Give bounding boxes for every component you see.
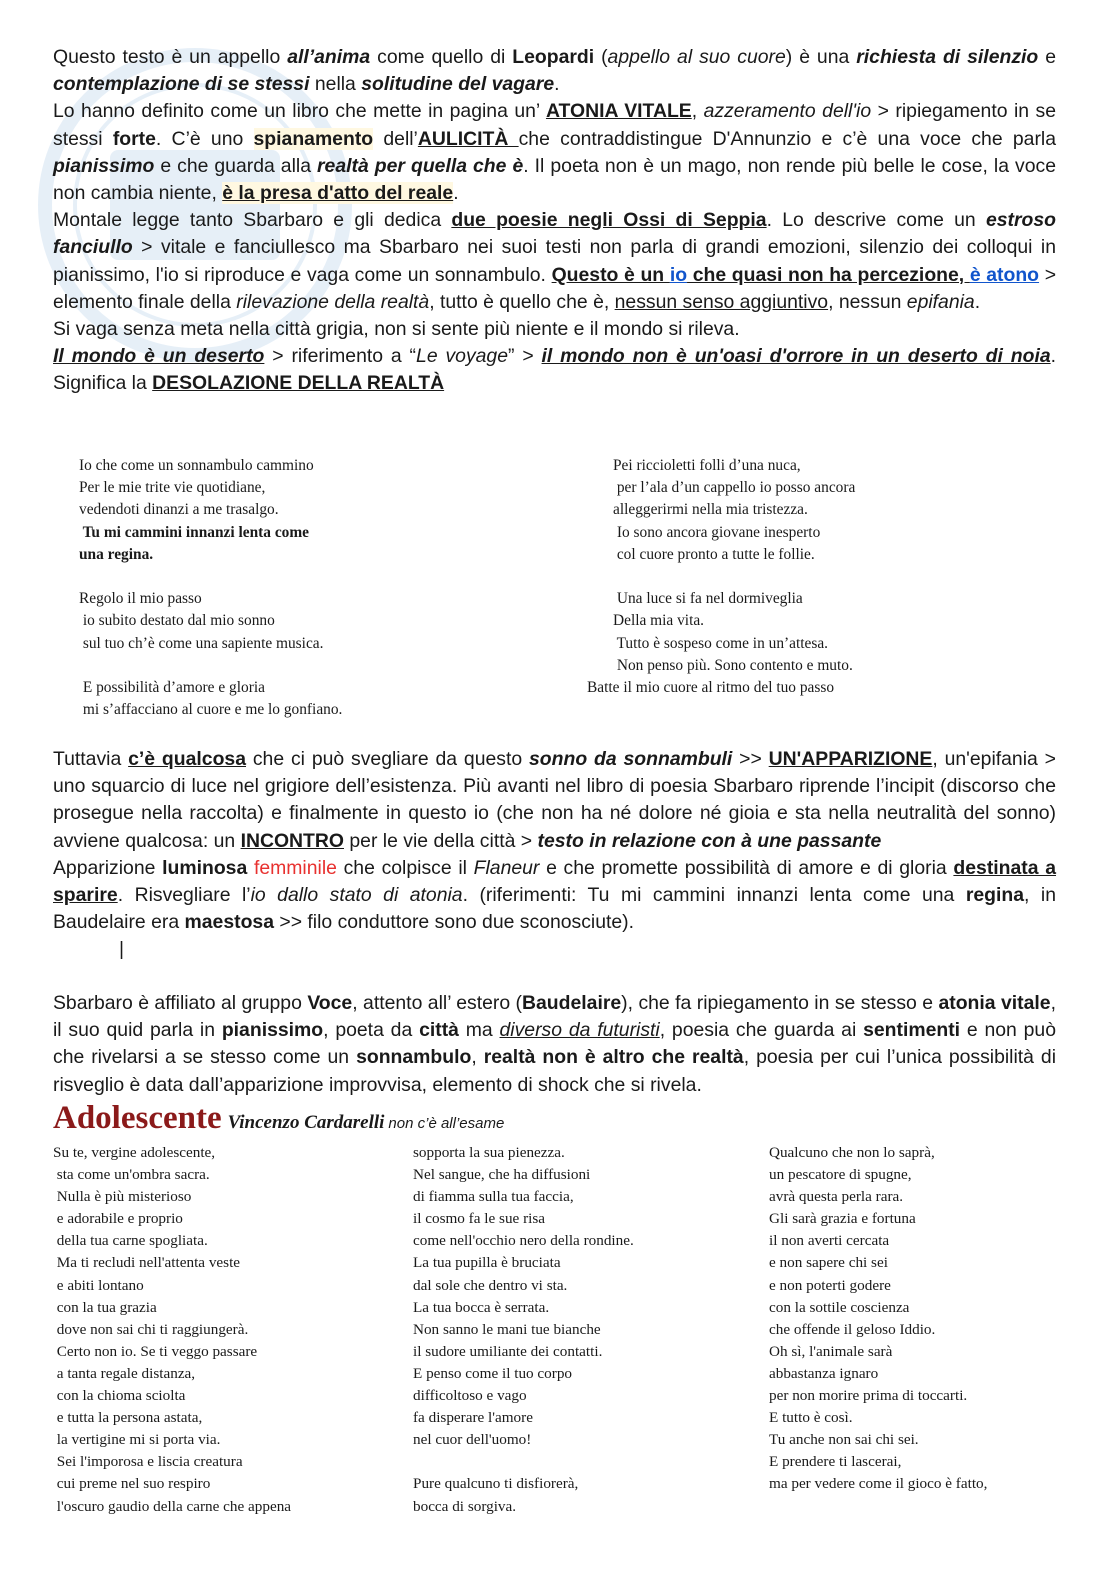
poem-line: Una luce si fa nel dormiveglia <box>613 590 803 608</box>
poem-line: alleggerirmi nella mia tristezza. <box>613 501 808 519</box>
poem-line: La tua pupilla è bruciata <box>413 1254 561 1272</box>
poem-line: bocca di sorgiva. <box>413 1497 517 1515</box>
poem-line: il sudore umiliante dei contatti. <box>413 1342 603 1360</box>
poem-line <box>79 566 342 588</box>
poem-line: mi s’affacciano al cuore e me lo gonfiano. <box>79 701 343 719</box>
poem-line: E tutto è così. <box>769 1409 853 1427</box>
poem-line: Tu mi cammini innanzi lenta come <box>79 523 310 541</box>
poem-line: Regolo il mio passo <box>79 590 202 608</box>
poem-line <box>413 1451 634 1473</box>
poem-line: La tua bocca è serrata. <box>413 1298 550 1316</box>
poem-line: che offende il geloso Iddio. <box>769 1320 936 1338</box>
poem-line: di fiamma sulla tua faccia, <box>413 1188 574 1206</box>
poem-line: dal sole che dentro vi sta. <box>413 1276 568 1294</box>
poem-adolescente-col3 <box>769 1142 987 1496</box>
poem-adolescente-col1 <box>53 1142 291 1518</box>
poem-line: della tua carne spogliata. <box>53 1232 208 1250</box>
poem-line: Gli sarà grazia e fortuna <box>769 1210 916 1228</box>
poem-line: fa disperare l'amore <box>413 1409 533 1427</box>
poem-line: cui preme nel suo respiro <box>53 1475 211 1493</box>
poem-line: Per le mie trite vie quotidiane, <box>79 479 266 497</box>
poem-line: Pei riccioletti folli d’una nuca, <box>613 457 801 474</box>
paragraph-atonia: Lo hanno definito come un libro che mette in pagina un’ ATONIA VITALE, azzeramento dell'io > ripiegamento in se stessi forte. C’è uno spianamento dell’AULICITÀ che contraddistingue D'Annunzio e c’è una voce che parla pianissimo e che guarda alla realtà per quella che è. Il poeta non è un mago, non rende più belle le cose, la voce non cambia niente, è la presa d'atto del reale. <box>53 100 1057 205</box>
poem-line: Della mia vita. <box>613 612 705 630</box>
poem-line: con la tua grazia <box>53 1298 157 1316</box>
poem-line: per non morire prima di toccarti. <box>769 1387 968 1405</box>
paragraph-apparizione: Tuttavia c’è qualcosa che ci può svegliare da questo sonno da sonnambuli >> UN'APPARIZIONE, un'epifania > uno squarcio di luce nel grigiore dell’esistenza. Più avanti nel libro di poesia Sbarbaro riprende l’incipit (discorso che prosegue nella raccolta) e finalmente in questo io (che non ha né dolore né gioia e sta nella neutralità del sonno) avviene qualcosa: un INCONTRO per le vie della città > testo in relazione con à une passante <box>53 748 1056 852</box>
poem-line: il non averti cercata <box>769 1232 890 1250</box>
poem-line <box>613 566 855 588</box>
paragraph-citta-grigia: Si vaga senza meta nella città grigia, non si sente più niente e il mondo si rileva. <box>53 318 740 341</box>
poem-line: difficoltoso e vago <box>413 1387 527 1405</box>
section-author: Vincenzo Cardarelli <box>227 1112 385 1133</box>
poem-line: come nell'occhio nero della rondine. <box>413 1232 634 1250</box>
poem-line: Certo non io. Se ti veggo passare <box>53 1342 258 1360</box>
poem-line: e abiti lontano <box>53 1276 144 1294</box>
poem-line: E possibilità d’amore e gloria <box>79 678 265 696</box>
poem-line: abbastanza ignaro <box>769 1364 879 1382</box>
poem-line: sul tuo ch’è come una sapiente musica. <box>79 634 324 652</box>
poem-line: e adorabile e proprio <box>53 1210 183 1228</box>
sintesi-section <box>53 990 1056 1099</box>
poem-line: Tutto è sospeso come in un’attesa. <box>613 634 829 652</box>
poem-line: e non poterti godere <box>769 1276 891 1294</box>
poem-line: Pure qualcuno ti disfiorerà, <box>413 1475 579 1493</box>
poem-sonnambulo-left <box>79 455 342 721</box>
poem-line: vedendoti dinanzi a me trasalgo. <box>79 501 279 519</box>
poem-line: con la sottile coscienza <box>769 1298 910 1316</box>
poem-line: Non sanno le mani tue bianche <box>413 1320 601 1338</box>
poem-line: con la chioma sciolta <box>53 1387 186 1405</box>
poem-line: Io sono ancora giovane inesperto <box>613 523 821 541</box>
poem-line: a tanta regale distanza, <box>53 1364 196 1382</box>
poem-line: e tutta la persona astata, <box>53 1409 203 1427</box>
poem-sonnambulo-right <box>587 455 856 699</box>
paragraph-deserto: Il mondo è un deserto > riferimento a “Le voyage” > il mondo non è un'oasi d'orrore in un deserto di noia. Significa la DESOLAZIONE DELLA REALTÀ <box>53 345 1057 395</box>
paragraph-luminosa: Apparizione luminosa femminile che colpisce il Flaneur e che promette possibilità di amore e di gloria destinata a sparire. Risvegliare l’io dallo stato di atonia. (riferimenti: Tu mi cammini innanzi lenta come una regina, in Baudelaire era maestosa >> filo conduttore sono due sconosciute). <box>53 856 1057 934</box>
poem-line: dove non sai chi ti raggiungerà. <box>53 1320 249 1338</box>
poem-line: col cuore pronto a tutte le follie. <box>613 545 815 563</box>
poem-adolescente-col2 <box>413 1142 634 1518</box>
poem-line: una regina. <box>79 545 154 563</box>
poem-line: Sei l'imporosa e liscia creatura <box>53 1453 243 1471</box>
poem-line: il cosmo fa le sue risa <box>413 1210 546 1228</box>
intro-section <box>53 44 1056 398</box>
section-title-row <box>53 1100 504 1137</box>
poem-line: ma per vedere come il gioco è fatto, <box>769 1475 988 1493</box>
poem-line: sopporta la sua pienezza. <box>413 1144 565 1161</box>
poem-line: l'oscuro gaudio della carne che appena <box>53 1497 292 1515</box>
poem-line: sta come un'ombra sacra. <box>53 1166 210 1184</box>
poem-line: e non sapere chi sei <box>769 1254 888 1272</box>
poem-line: Tu anche non sai chi sei. <box>769 1431 919 1449</box>
poem-line: Non penso più. Sono contento e muto. <box>613 656 853 674</box>
poem-line: Nel sangue, che ha diffusioni <box>413 1166 591 1184</box>
poem-line <box>79 655 342 677</box>
paragraph-appello: Questo testo è un appello all’anima come quello di Leopardi (appello al suo cuore) è una richiesta di silenzio e contemplazione di se stessi nella solitudine del vagare. <box>53 46 1056 96</box>
poem-line: E prendere ti lascerai, <box>769 1453 902 1471</box>
poem-line: E penso come il tuo corpo <box>413 1364 573 1382</box>
poem-line: nel cuor dell'uomo! <box>413 1431 532 1449</box>
poem-line: io subito destato dal mio sonno <box>79 612 275 630</box>
paragraph-voce: Sbarbaro è affiliato al gruppo Voce, attento all’ estero (Baudelaire), che fa ripiegamento in se stesso e atonia vitale, il suo quid parla in pianissimo, poeta da città ma diverso da futuristi, poesia che guarda ai sentimenti e non può che rivelarsi a se stesso come un sonnambulo, realtà non è altro che realtà, poesia per cui l’unica possibilità di risveglio è data dall’apparizione improvvisa, elemento di shock che si rivela. <box>53 992 1057 1096</box>
poem-line: Qualcuno che non lo saprà, <box>769 1144 935 1161</box>
poem-line: Nulla è più misterioso <box>53 1188 192 1206</box>
section-title: Adolescente <box>53 1100 222 1136</box>
poem-line: avrà questa perla rara. <box>769 1188 904 1206</box>
poem-line: la vertigine mi si porta via. <box>53 1431 221 1449</box>
poem-line: un pescatore di spugne, <box>769 1166 912 1184</box>
poem-line: per l’ala d’un cappello io posso ancora <box>613 479 856 497</box>
poem-line: Io che come un sonnambulo cammino <box>79 457 314 474</box>
poem-line: Ma ti recludi nell'attenta veste <box>53 1254 241 1272</box>
poem-line: Batte il mio cuore al ritmo del tuo passo <box>587 678 835 696</box>
paragraph-montale: Montale legge tanto Sbarbaro e gli dedica due poesie negli Ossi di Seppia. Lo descrive come un estroso fanciullo > vitale e fanciullesco ma Sbarbaro nei suoi testi non parla di grandi emozioni, silenzio dei colloqui in pianissimo, l'io si riproduce e vaga come un sonnambulo. Questo è un io che quasi non ha percezione, è atono > elemento finale della rilevazione della realtà, tutto è quello che è, nessun senso aggiuntivo, nessun epifania. <box>53 209 1057 313</box>
poem-line: Su te, vergine adolescente, <box>53 1144 216 1161</box>
poem-line: Oh sì, l'animale sarà <box>769 1342 893 1360</box>
apparizione-section <box>53 746 1056 964</box>
section-note: non c’è all’esame <box>388 1115 505 1132</box>
separator-bar: | <box>119 938 125 961</box>
